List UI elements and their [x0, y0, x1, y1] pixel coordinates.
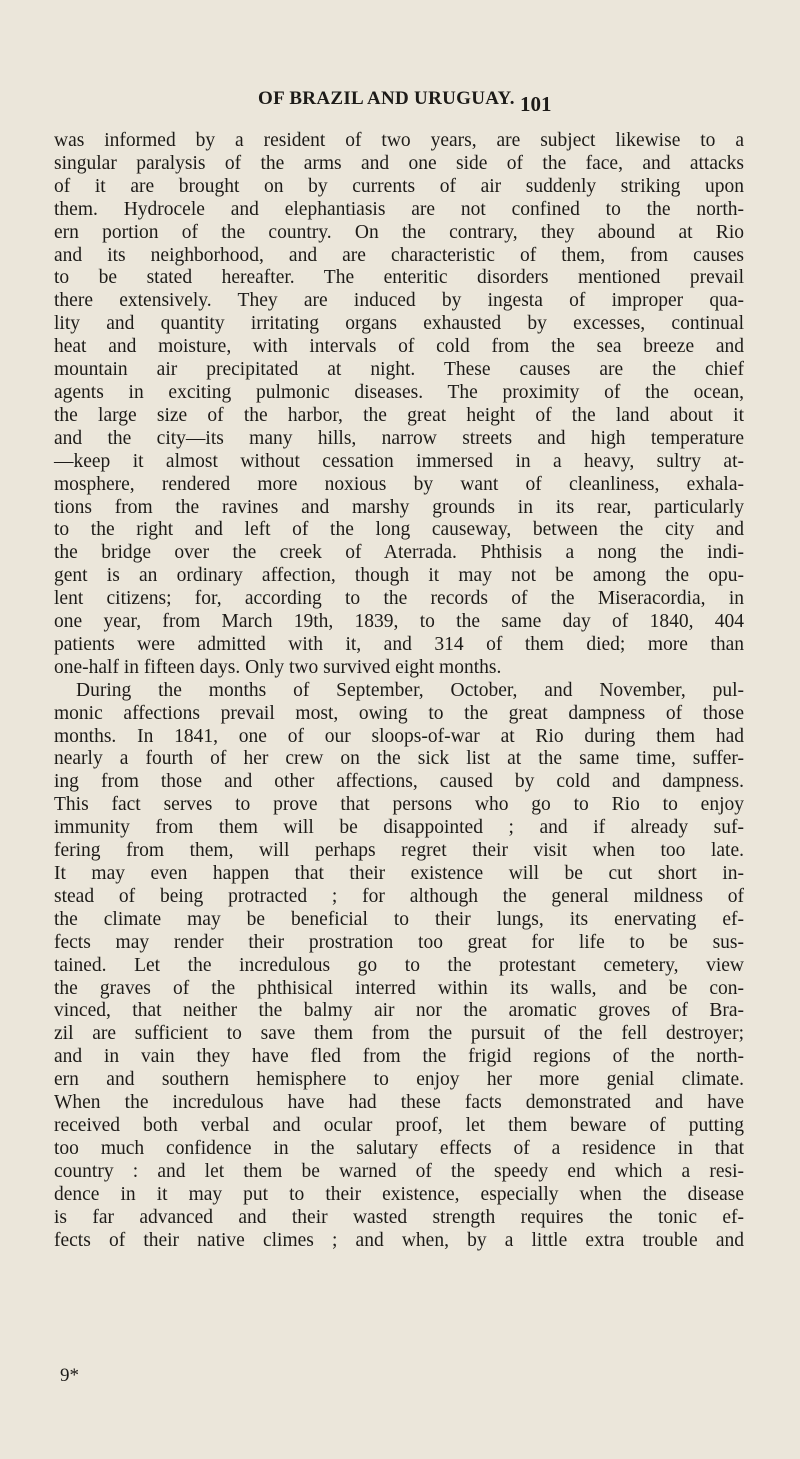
text-line: one-half in fifteen days. Only two survived eight months.: [54, 656, 502, 678]
page-number: 101: [520, 92, 552, 116]
text-line: the graves of the phthisical interred within its walls, and be con-: [54, 977, 744, 999]
text-line: This fact serves to prove that persons who go to Rio to enjoy: [54, 794, 744, 816]
text-line: to be stated hereafter. The enteritic disorders mentioned prevail: [54, 267, 744, 289]
text-line: stead of being protracted ; for although the general mildness of: [54, 885, 744, 907]
text-line: tained. Let the incredulous go to the protestant cemetery, view: [54, 954, 744, 976]
text-line: lent citizens; for, according to the records of the Miseracordia, in: [54, 588, 744, 610]
text-line: received both verbal and ocular proof, let them beware of putting: [54, 1114, 744, 1136]
text-line: fering from them, will perhaps regret their visit when too late.: [54, 840, 744, 862]
text-line: gent is an ordinary affection, though it may not be among the opu-: [54, 565, 744, 587]
text-line: and the city—its many hills, narrow streets and high temperature: [54, 427, 744, 449]
body-text: [54, 130, 744, 1252]
text-line: months. In 1841, one of our sloops-of-war at Rio during them had: [54, 725, 744, 747]
text-line: too much confidence in the salutary effects of a residence in that: [54, 1137, 744, 1159]
text-line: the bridge over the creek of Aterrada. Phthisis a nong the indi-: [54, 542, 744, 564]
text-line: immunity from them will be disappointed ; and if already suf-: [54, 817, 744, 839]
text-line: vinced, that neither the balmy air nor the aromatic groves of Bra-: [54, 1000, 744, 1022]
signature-mark: 9*: [60, 1365, 79, 1386]
text-line: one year, from March 19th, 1839, to the same day of 1840, 404: [54, 611, 744, 633]
text-line: mountain air precipitated at night. These causes are the chief: [54, 359, 744, 381]
text-line: zil are sufficient to save them from the pursuit of the fell destroyer;: [54, 1023, 744, 1045]
text-line: ern portion of the country. On the contrary, they abound at Rio: [54, 221, 744, 243]
text-line: ern and southern hemisphere to enjoy her more genial climate.: [54, 1069, 744, 1091]
text-line: of it are brought on by currents of air suddenly striking upon: [54, 175, 744, 197]
text-line: lity and quantity irritating organs exhausted by excesses, continual: [54, 313, 744, 335]
text-line: and in vain they have fled from the frigid regions of the north-: [54, 1046, 744, 1068]
text-line: During the months of September, October, and November, pul-: [76, 679, 744, 701]
text-line: patients were admitted with it, and 314 of them died; more than: [54, 633, 744, 655]
text-line: monic affections prevail most, owing to the great dampness of those: [54, 702, 744, 724]
text-line: to the right and left of the long causeway, between the city and: [54, 519, 744, 541]
text-line: the climate may be beneficial to their lungs, its enervating ef-: [54, 908, 744, 930]
text-line: ing from those and other affections, caused by cold and dampness.: [54, 771, 744, 793]
running-head: OF BRAZIL AND URUGUAY.: [258, 88, 515, 109]
text-line: agents in exciting pulmonic diseases. The proximity of the ocean,: [54, 381, 744, 403]
text-line: —keep it almost without cessation immersed in a heavy, sultry at-: [54, 450, 744, 472]
text-line: is far advanced and their wasted strength requires the tonic ef-: [54, 1206, 744, 1228]
page-header: [0, 88, 800, 118]
text-line: tions from the ravines and marshy grounds in its rear, particularly: [54, 496, 744, 518]
text-line: there extensively. They are induced by ingesta of improper qua-: [54, 290, 744, 312]
text-line: country : and let them be warned of the speedy end which a resi-: [54, 1160, 744, 1182]
text-line: nearly a fourth of her crew on the sick list at the same time, suffer-: [54, 748, 744, 770]
text-line: heat and moisture, with intervals of cold from the sea breeze and: [54, 336, 744, 358]
text-line: dence in it may put to their existence, especially when the disease: [54, 1183, 744, 1205]
text-line: was informed by a resident of two years, are subject likewise to a: [54, 130, 744, 151]
text-line: mosphere, rendered more noxious by want of cleanliness, exhala-: [54, 473, 744, 495]
text-line: It may even happen that their existence will be cut short in-: [54, 863, 744, 884]
text-line: singular paralysis of the arms and one side of the face, and attacks: [54, 152, 744, 174]
text-line: When the incredulous have had these facts demonstrated and have: [54, 1092, 744, 1114]
text-line: and its neighborhood, and are characteristic of them, from causes: [54, 244, 744, 266]
text-line: them. Hydrocele and elephantiasis are not confined to the north-: [54, 198, 744, 220]
text-line: the large size of the harbor, the great height of the land about it: [54, 404, 744, 426]
text-line: fects of their native climes ; and when, by a little extra trouble and: [54, 1229, 744, 1251]
text-line: fects may render their prostration too great for life to be sus-: [54, 931, 744, 953]
